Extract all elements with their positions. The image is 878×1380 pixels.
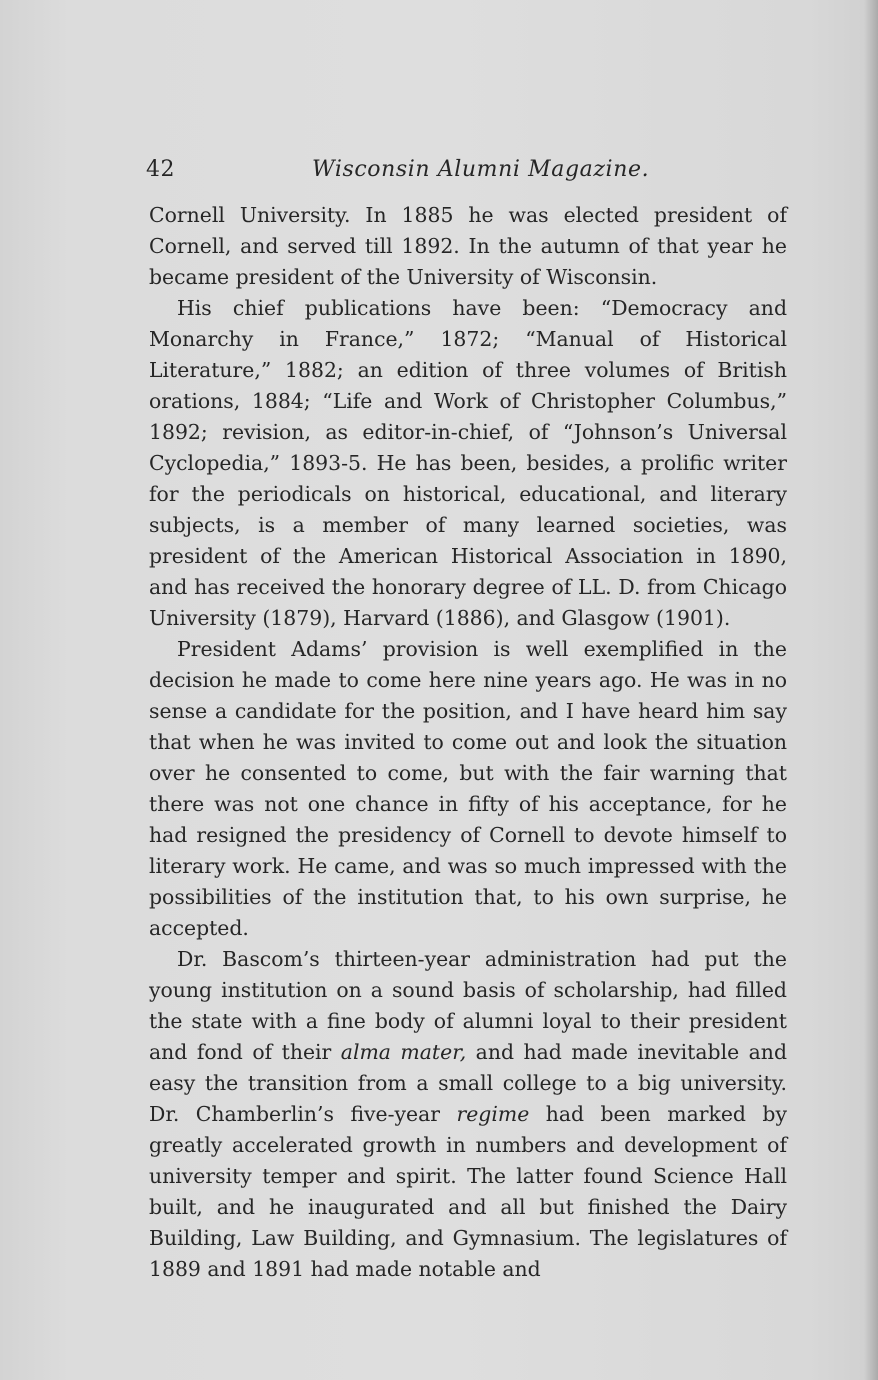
italic-alma-mater: alma mater, xyxy=(340,1040,467,1064)
page-edge-shadow xyxy=(864,0,878,1380)
page-header xyxy=(146,157,796,193)
paragraph-bascom xyxy=(149,944,787,1285)
paragraph-bascom-part3: had been marked by greatly accelerated growth in numbers and development of university temper and spirit. The latter found Science Hall built, and he inaugurated and all but finished the Dairy Building, Law Building, and Gymnasium. The legislatures of 1889 and 1891 had made notable and xyxy=(149,1102,787,1281)
paragraph-provision: President Adams’ provision is well exemplified in the decision he made to come here nine years ago. He was in no sense a candidate for the position, and I have heard him say that when he was invited to come out and look the situation over he consented to come, but with the fair warning that there was not one chance in fifty of his acceptance, for he had resigned the presidency of Cornell to devote himself to literary work. He came, and was so much impressed with the possibilities of the institution that, to his own surprise, he accepted. xyxy=(149,637,787,940)
paragraph-bascom-part2: and had made inevitable and easy the transition from a small college to a big university. Dr. Chamberlin’s five-year xyxy=(149,1040,787,1126)
body-text xyxy=(149,200,787,1285)
paragraph-bascom-part1: Dr. Bascom’s thirteen-year administration had put the young institution on a sound basis of scholarship, had filled the state with a fine body of alumni loyal to their president and fond of their xyxy=(149,947,787,1064)
paragraph-continuation: Cornell University. In 1885 he was elected president of Cornell, and served till 1892. In the autumn of that year he became president of the University of Wisconsin. xyxy=(149,203,787,289)
page-number: 42 xyxy=(146,157,175,182)
italic-regime: regime xyxy=(456,1102,530,1126)
paragraph-publications: His chief publications have been: “Democracy and Monarchy in France,” 1872; “Manual of Historical Literature,” 1882; an edition of three volumes of British orations, 1884; “Life and Work of Christopher Columbus,” 1892; revision, as editor-in-chief, of “Johnson’s Universal Cyclopedia,” 1893-5. He has been, besides, a prolific writer for the periodicals on historical, educational, and literary subjects, is a member of many learned societies, was president of the American Historical Association in 1890, and has received the honorary degree of LL. D. from Chicago University (1879), Harvard (1886), and Glasgow (1901). xyxy=(149,296,787,630)
running-title: Wisconsin Alumni Magazine. xyxy=(312,157,650,182)
